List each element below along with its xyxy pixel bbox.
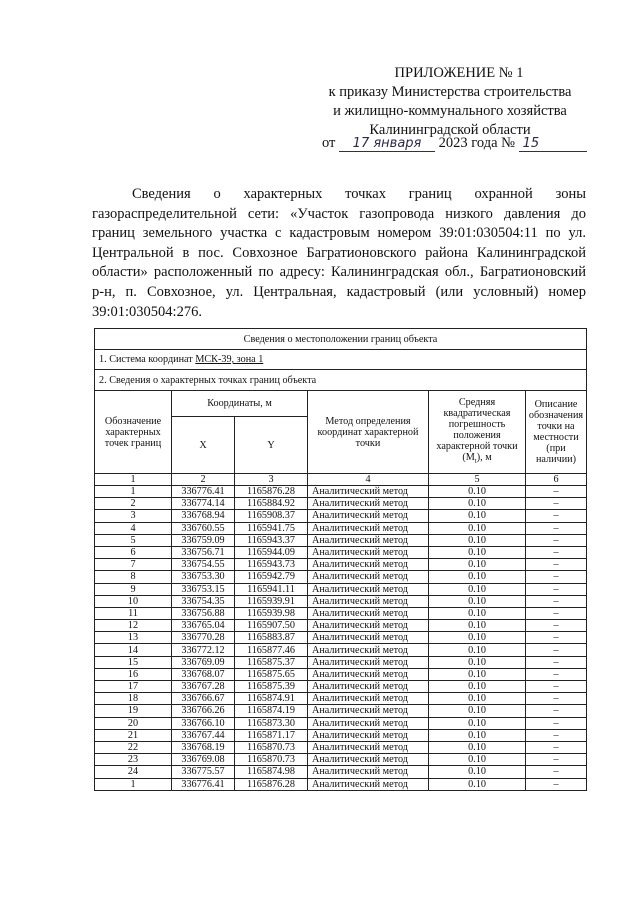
error-value: 0.10 xyxy=(429,717,526,729)
y-coordinate: 1165908.37 xyxy=(235,510,308,522)
table-row xyxy=(95,559,587,571)
method: Аналитический метод xyxy=(308,486,429,498)
table-row xyxy=(95,498,587,510)
header-error: Средняя квадратическая погрешность положения характерной точки $(M_t)$, м xyxy=(429,391,526,474)
table-row xyxy=(95,681,587,693)
point-number: 18 xyxy=(95,693,172,705)
column-number: 5 xyxy=(429,474,526,486)
description: – xyxy=(526,693,587,705)
method: Аналитический метод xyxy=(308,534,429,546)
error-value: 0.10 xyxy=(429,522,526,534)
point-number: 2 xyxy=(95,498,172,510)
method: Аналитический метод xyxy=(308,778,429,790)
error-value: 0.10 xyxy=(429,559,526,571)
table-row xyxy=(95,607,587,619)
error-value: 0.10 xyxy=(429,656,526,668)
intro-paragraph: Сведения о характерных точках границ охранной зоны газораспределительной сети: «Участок газопровода низкого давления до границ земельного участка с кадастровым номером 39:01:030504:11 по ул. Центральной в пос. Совхозное Багратионовского района Калининградской области» расположенный по адресу: Калининградская обл., Багратионовский р-н, п. Совхозное, ул. Центральная, кадастровый (или условный) номер 39:01:030504:276. xyxy=(92,186,586,320)
error-value: 0.10 xyxy=(429,510,526,522)
header-x: X xyxy=(172,417,235,474)
method: Аналитический метод xyxy=(308,705,429,717)
order-line-1: к приказу Министерства строительства xyxy=(328,84,572,100)
appendix-title: ПРИЛОЖЕНИЕ № 1 xyxy=(394,65,524,81)
point-number: 3 xyxy=(95,510,172,522)
table-row xyxy=(95,620,587,632)
table-row xyxy=(95,644,587,656)
method: Аналитический метод xyxy=(308,522,429,534)
table-row xyxy=(95,632,587,644)
x-coordinate: 336753.30 xyxy=(172,571,235,583)
description: – xyxy=(526,510,587,522)
error-value: 0.10 xyxy=(429,583,526,595)
y-coordinate: 1165876.28 xyxy=(235,486,308,498)
point-number: 8 xyxy=(95,571,172,583)
point-number: 15 xyxy=(95,656,172,668)
method: Аналитический метод xyxy=(308,632,429,644)
description: – xyxy=(526,668,587,680)
error-value: 0.10 xyxy=(429,681,526,693)
y-coordinate: 1165942.79 xyxy=(235,571,308,583)
method: Аналитический метод xyxy=(308,656,429,668)
coordinate-system-label: 1. Система координат xyxy=(99,354,196,365)
description: – xyxy=(526,559,587,571)
point-number: 16 xyxy=(95,668,172,680)
column-number: 4 xyxy=(308,474,429,486)
x-coordinate: 336754.55 xyxy=(172,559,235,571)
header-y: Y xyxy=(235,417,308,474)
table-row xyxy=(95,510,587,522)
x-coordinate: 336776.41 xyxy=(172,778,235,790)
description: – xyxy=(526,681,587,693)
column-number: 3 xyxy=(235,474,308,486)
table-row xyxy=(95,717,587,729)
method: Аналитический метод xyxy=(308,741,429,753)
handwritten-number: 15 xyxy=(519,136,587,152)
table-row xyxy=(95,546,587,558)
point-number: 9 xyxy=(95,583,172,595)
y-coordinate: 1165941.11 xyxy=(235,583,308,595)
table-row xyxy=(95,534,587,546)
error-value: 0.10 xyxy=(429,546,526,558)
point-number: 21 xyxy=(95,729,172,741)
method: Аналитический метод xyxy=(308,546,429,558)
error-value: 0.10 xyxy=(429,644,526,656)
header-description: Описание обозначения точки на местности (при наличии) xyxy=(526,391,587,474)
table-title: Сведения о местоположении границ объекта xyxy=(95,329,587,350)
y-coordinate: 1165871.17 xyxy=(235,729,308,741)
y-coordinate: 1165870.73 xyxy=(235,754,308,766)
order-line-3: Калининградской области xyxy=(369,122,531,138)
point-number: 5 xyxy=(95,534,172,546)
x-coordinate: 336766.67 xyxy=(172,693,235,705)
x-coordinate: 336772.12 xyxy=(172,644,235,656)
y-coordinate: 1165875.37 xyxy=(235,656,308,668)
method: Аналитический метод xyxy=(308,717,429,729)
x-coordinate: 336754.35 xyxy=(172,595,235,607)
method: Аналитический метод xyxy=(308,510,429,522)
y-coordinate: 1165884.92 xyxy=(235,498,308,510)
method: Аналитический метод xyxy=(308,644,429,656)
y-coordinate: 1165875.65 xyxy=(235,668,308,680)
x-coordinate: 336765.04 xyxy=(172,620,235,632)
y-coordinate: 1165874.91 xyxy=(235,693,308,705)
document-header xyxy=(300,64,600,140)
x-coordinate: 336768.19 xyxy=(172,741,235,753)
x-coordinate: 336767.28 xyxy=(172,681,235,693)
coordinate-system-row xyxy=(95,350,587,370)
y-coordinate: 1165883.87 xyxy=(235,632,308,644)
y-coordinate: 1165943.37 xyxy=(235,534,308,546)
x-coordinate: 336756.71 xyxy=(172,546,235,558)
y-coordinate: 1165875.39 xyxy=(235,681,308,693)
point-number: 11 xyxy=(95,607,172,619)
table-row xyxy=(95,595,587,607)
method: Аналитический метод xyxy=(308,693,429,705)
description: – xyxy=(526,583,587,595)
description: – xyxy=(526,486,587,498)
error-value: 0.10 xyxy=(429,778,526,790)
table-row xyxy=(95,656,587,668)
method: Аналитический метод xyxy=(308,498,429,510)
x-coordinate: 336753.15 xyxy=(172,583,235,595)
point-number: 1 xyxy=(95,778,172,790)
error-value: 0.10 xyxy=(429,571,526,583)
point-number: 19 xyxy=(95,705,172,717)
error-value: 0.10 xyxy=(429,498,526,510)
y-coordinate: 1165874.19 xyxy=(235,705,308,717)
description: – xyxy=(526,766,587,778)
table-row xyxy=(95,778,587,790)
method: Аналитический метод xyxy=(308,583,429,595)
column-number-row xyxy=(95,474,587,486)
method: Аналитический метод xyxy=(308,729,429,741)
method: Аналитический метод xyxy=(308,571,429,583)
error-value: 0.10 xyxy=(429,754,526,766)
y-coordinate: 1165941.75 xyxy=(235,522,308,534)
order-line-2: и жилищно-коммунального хозяйства xyxy=(333,103,567,119)
table-row xyxy=(95,766,587,778)
point-number: 6 xyxy=(95,546,172,558)
x-coordinate: 336768.07 xyxy=(172,668,235,680)
date-prefix: от xyxy=(322,135,336,151)
handwritten-date: 17 января xyxy=(339,136,435,152)
description: – xyxy=(526,778,587,790)
error-value: 0.10 xyxy=(429,620,526,632)
header-method: Метод определения координат характерной точки xyxy=(308,391,429,474)
method: Аналитический метод xyxy=(308,754,429,766)
table-row xyxy=(95,729,587,741)
point-number: 1 xyxy=(95,486,172,498)
point-number: 22 xyxy=(95,741,172,753)
error-value: 0.10 xyxy=(429,693,526,705)
point-number: 13 xyxy=(95,632,172,644)
description: – xyxy=(526,741,587,753)
point-number: 24 xyxy=(95,766,172,778)
table-row xyxy=(95,486,587,498)
x-coordinate: 336774.14 xyxy=(172,498,235,510)
table-row xyxy=(95,522,587,534)
x-coordinate: 336769.08 xyxy=(172,754,235,766)
error-value: 0.10 xyxy=(429,486,526,498)
method: Аналитический метод xyxy=(308,681,429,693)
error-value: 0.10 xyxy=(429,766,526,778)
header-point-designation: Обозначение характерных точек границ xyxy=(95,391,172,474)
table-row xyxy=(95,668,587,680)
description: – xyxy=(526,571,587,583)
description: – xyxy=(526,705,587,717)
y-coordinate: 1165907.50 xyxy=(235,620,308,632)
column-number: 1 xyxy=(95,474,172,486)
description: – xyxy=(526,656,587,668)
error-value: 0.10 xyxy=(429,741,526,753)
description: – xyxy=(526,595,587,607)
error-value: 0.10 xyxy=(429,534,526,546)
point-number: 23 xyxy=(95,754,172,766)
column-number: 2 xyxy=(172,474,235,486)
y-coordinate: 1165874.98 xyxy=(235,766,308,778)
order-date-line xyxy=(322,135,587,152)
point-number: 4 xyxy=(95,522,172,534)
point-number: 10 xyxy=(95,595,172,607)
description: – xyxy=(526,729,587,741)
error-value: 0.10 xyxy=(429,705,526,717)
point-number: 14 xyxy=(95,644,172,656)
method: Аналитический метод xyxy=(308,620,429,632)
y-coordinate: 1165873.30 xyxy=(235,717,308,729)
header-coordinates: Координаты, м xyxy=(172,391,308,417)
boundary-points-table xyxy=(94,328,587,791)
description: – xyxy=(526,644,587,656)
error-value: 0.10 xyxy=(429,729,526,741)
y-coordinate: 1165876.28 xyxy=(235,778,308,790)
method: Аналитический метод xyxy=(308,595,429,607)
x-coordinate: 336766.10 xyxy=(172,717,235,729)
description: – xyxy=(526,620,587,632)
error-value: 0.10 xyxy=(429,668,526,680)
method: Аналитический метод xyxy=(308,559,429,571)
description: – xyxy=(526,717,587,729)
column-number: 6 xyxy=(526,474,587,486)
point-number: 7 xyxy=(95,559,172,571)
x-coordinate: 336756.88 xyxy=(172,607,235,619)
x-coordinate: 336760.55 xyxy=(172,522,235,534)
x-coordinate: 336769.09 xyxy=(172,656,235,668)
table-row xyxy=(95,754,587,766)
error-value: 0.10 xyxy=(429,595,526,607)
x-coordinate: 336768.94 xyxy=(172,510,235,522)
point-number: 17 xyxy=(95,681,172,693)
table-row xyxy=(95,571,587,583)
description: – xyxy=(526,546,587,558)
y-coordinate: 1165943.73 xyxy=(235,559,308,571)
points-section-title: 2. Сведения о характерных точках границ объекта xyxy=(95,370,587,391)
table-row xyxy=(95,583,587,595)
description: – xyxy=(526,607,587,619)
table-row xyxy=(95,705,587,717)
x-coordinate: 336766.26 xyxy=(172,705,235,717)
point-number: 20 xyxy=(95,717,172,729)
description: – xyxy=(526,534,587,546)
method: Аналитический метод xyxy=(308,668,429,680)
y-coordinate: 1165939.91 xyxy=(235,595,308,607)
table-row xyxy=(95,741,587,753)
x-coordinate: 336767.44 xyxy=(172,729,235,741)
date-year: 2023 года № xyxy=(438,135,515,151)
x-coordinate: 336759.09 xyxy=(172,534,235,546)
y-coordinate: 1165944.09 xyxy=(235,546,308,558)
y-coordinate: 1165870.73 xyxy=(235,741,308,753)
error-value: 0.10 xyxy=(429,632,526,644)
description: – xyxy=(526,632,587,644)
coordinate-system-value: МСК-39, зона 1 xyxy=(195,354,264,365)
x-coordinate: 336775.57 xyxy=(172,766,235,778)
method: Аналитический метод xyxy=(308,607,429,619)
description: – xyxy=(526,754,587,766)
error-value: 0.10 xyxy=(429,607,526,619)
y-coordinate: 1165877.46 xyxy=(235,644,308,656)
y-coordinate: 1165939.98 xyxy=(235,607,308,619)
point-number: 12 xyxy=(95,620,172,632)
description: – xyxy=(526,498,587,510)
table-row xyxy=(95,693,587,705)
x-coordinate: 336776.41 xyxy=(172,486,235,498)
x-coordinate: 336770.28 xyxy=(172,632,235,644)
description: – xyxy=(526,522,587,534)
method: Аналитический метод xyxy=(308,766,429,778)
